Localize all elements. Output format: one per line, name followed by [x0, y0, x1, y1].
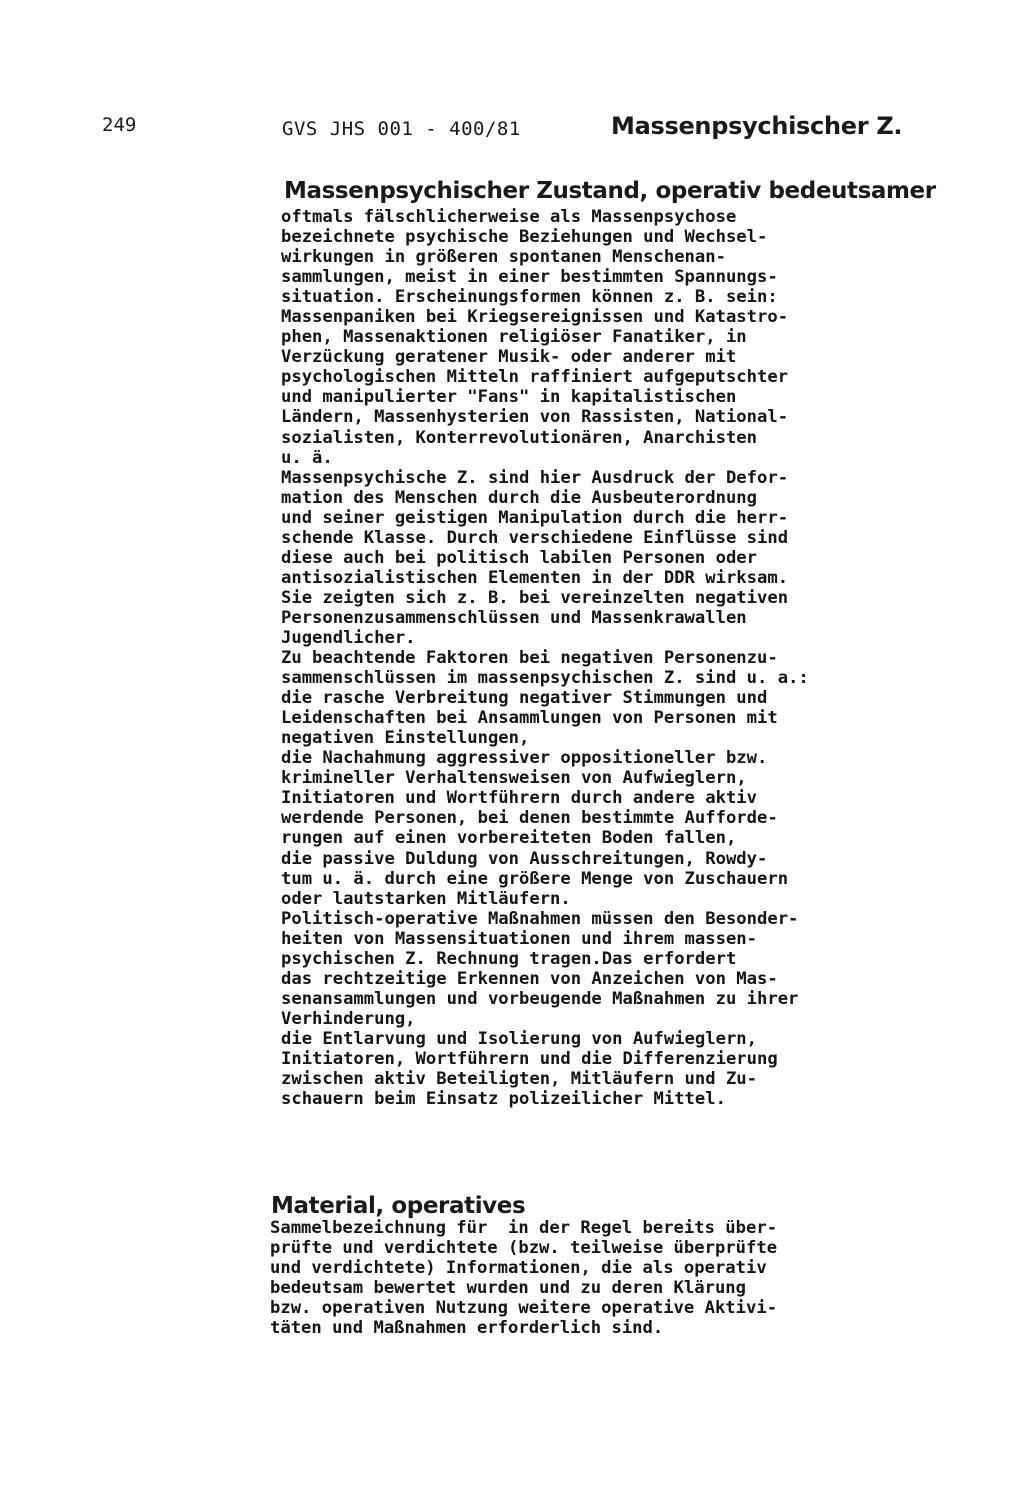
document-code: GVS JHS 001 - 400/81 [282, 118, 521, 140]
page-number: 249 [102, 114, 137, 136]
running-head: Massenpsychischer Z. [611, 112, 903, 140]
entry-body: Sammelbezeichnung für in der Regel bereits über- prüfte und verdichtete (bzw. teilweise überprüfte und verdichtete) Informationen, die als operativ bedeutsam bewertet wurden und zu deren Klärung bzw. operativen Nutzung weitere operative Aktivi- täten und Maßnahmen erforderlich sind. [270, 1218, 778, 1339]
entry-title: Massenpsychischer Zustand, operativ bedeutsamer [284, 178, 936, 204]
entry-title: Material, operatives [271, 1193, 526, 1219]
entry-body: oftmals fälschlicherweise als Massenpsychose bezeichnete psychische Beziehungen und Wechsel- wirkungen in größeren spontanen Menschenan- sammlungen, meist in einer bestimmten Spannungs- situation. Erscheinungsformen können z. B. sein: Massenpaniken bei Kriegsereignissen und Katastro- phen, Massenaktionen religiöser Fanatiker, in Verzückung geratener Musik- oder anderer mit psychologischen Mitteln raffiniert aufgeputschter und manipulierter "Fans" in kapitalistischen Ländern, Massenhysterien von Rassisten, National- sozialisten, Konterrevolutionären, Anarchisten u. ä. Massenpsychische Z. sind hier Ausdruck der Defor- mation des Menschen durch die Ausbeuterordnung und seiner geistigen Manipulation durch die herr- schende Klasse. Durch verschiedene Einflüsse sind diese auch bei politisch labilen Personen oder antisozialistischen Elementen in der DDR wirksam. Sie zeigten sich z. B. bei vereinzelten negativen Personenzusammenschlüssen und Massenkrawallen Jugendlicher. Zu beachtende Faktoren bei negativen Personenzu- sammenschlüssen im massenpsychischen Z. sind u. a.: die rasche Verbreitung negativer Stimmungen und Leidenschaften bei Ansammlungen von Personen mit negativen Einstellungen, die Nachahmung aggressiver oppositioneller bzw. krimineller Verhaltensweisen von Aufwieglern, Initiatoren und Wortführern durch andere aktiv werdende Personen, bei denen bestimmte Aufforde- rungen auf einen vorbereiteten Boden fallen, die passive Duldung von Ausschreitungen, Rowdy- tum u. ä. durch eine größere Menge von Zuschauern oder lautstarken Mitläufern. Politisch-operative Maßnahmen müssen den Besonder- heiten von Massensituationen und ihrem massen- psychischen Z. Rechnung tragen.Das erfordert das rechtzeitige Erkennen von Anzeichen von Mas- senansammlungen und vorbeugende Maßnahmen zu ihrer Verhinderung, die Entlarvung und Isolierung von Aufwieglern, Initiatoren, Wortführern und die Differenzierung zwischen aktiv Beteiligten, Mitläufern und Zu- schauern beim Einsatz polizeilicher Mittel. [281, 207, 809, 1110]
